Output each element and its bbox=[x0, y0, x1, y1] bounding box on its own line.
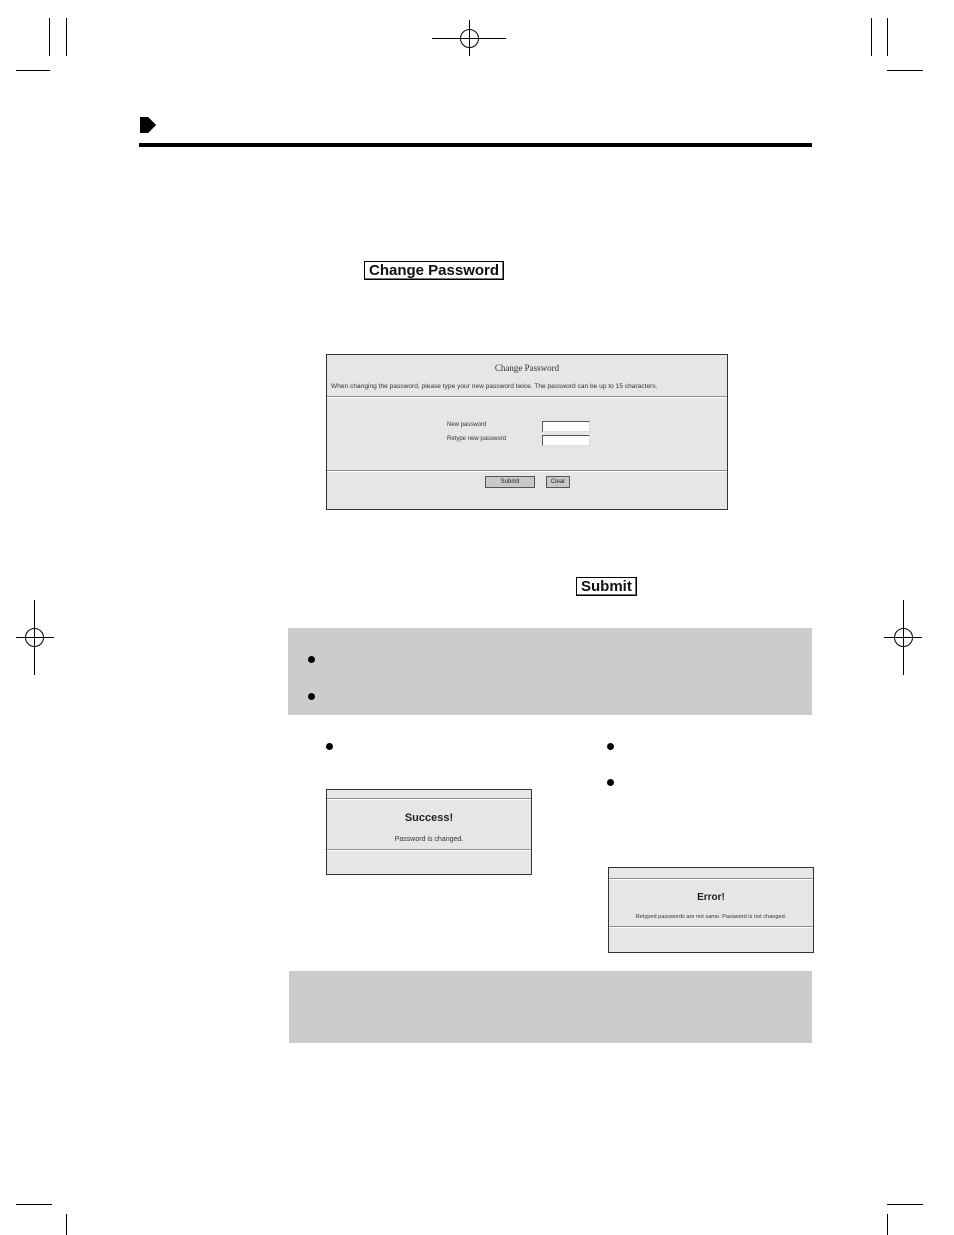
crop-mark bbox=[887, 70, 923, 71]
change-password-form bbox=[326, 354, 728, 510]
form-submit-button[interactable]: Submit bbox=[485, 476, 535, 488]
form-instructions: When changing the password, please type your new password twice. The password can be up to 15 characters. bbox=[331, 383, 658, 390]
success-title: Success! bbox=[404, 812, 454, 824]
new-password-input[interactable] bbox=[542, 421, 590, 432]
error-title: Error! bbox=[697, 892, 725, 903]
form-title: Change Password bbox=[494, 363, 560, 373]
crop-mark bbox=[887, 1214, 888, 1235]
crop-mark bbox=[16, 70, 50, 71]
success-dialog bbox=[326, 789, 532, 875]
retype-password-label: Retype new password bbox=[447, 436, 507, 442]
error-dialog bbox=[608, 867, 814, 953]
submit-button[interactable]: Submit bbox=[576, 577, 637, 596]
arrow-right-icon bbox=[138, 115, 158, 135]
crop-mark bbox=[16, 1204, 52, 1205]
crop-mark bbox=[871, 18, 872, 56]
success-message: Password is changed. bbox=[394, 836, 464, 843]
crop-mark bbox=[49, 18, 50, 56]
header-rule bbox=[139, 143, 812, 147]
crop-mark bbox=[887, 1204, 923, 1205]
form-clear-button[interactable]: Clear bbox=[546, 476, 570, 488]
retype-password-input[interactable] bbox=[542, 435, 590, 446]
note-box bbox=[288, 628, 812, 715]
change-password-button[interactable]: Change Password bbox=[364, 261, 504, 280]
bullet-icon bbox=[308, 656, 315, 663]
new-password-label: New password bbox=[447, 422, 487, 428]
crop-mark bbox=[66, 1214, 67, 1235]
crop-mark bbox=[66, 18, 67, 56]
bullet-icon bbox=[326, 743, 333, 750]
bullet-icon bbox=[308, 693, 315, 700]
crop-mark bbox=[887, 18, 888, 56]
note-box bbox=[289, 971, 812, 1043]
bullet-icon bbox=[607, 779, 614, 786]
error-message: Retyped passwords are not same. Password is not changed. bbox=[635, 914, 787, 920]
bullet-icon bbox=[607, 743, 614, 750]
